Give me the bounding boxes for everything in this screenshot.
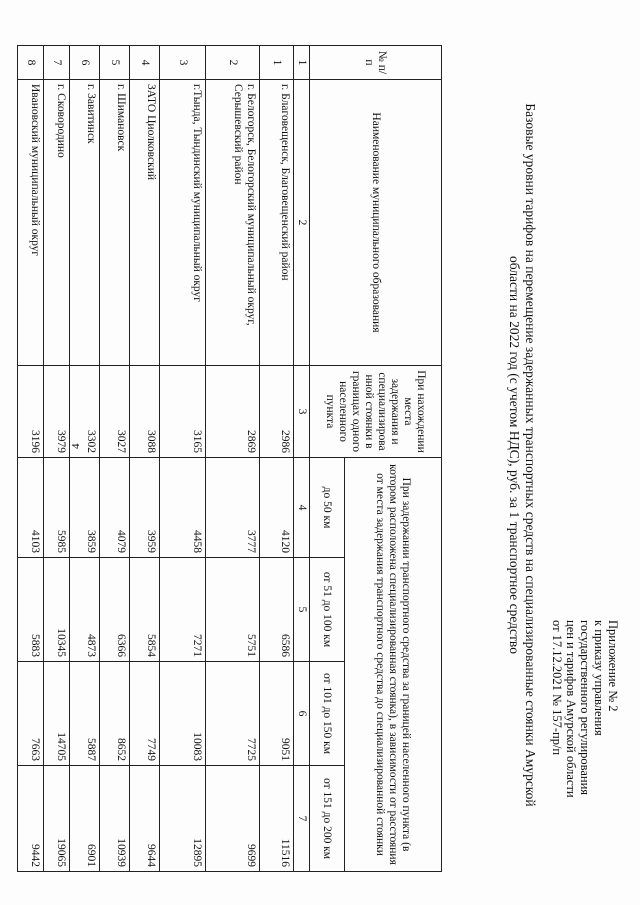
row-municipality: г.Тында, Тындинский муниципальный округ	[160, 80, 206, 366]
tariff-table	[17, 45, 442, 872]
row-d2-tariff: 6366	[100, 558, 130, 662]
header-within-town: При нахождении места задержания и специализирова нной стоянки в границах одного населенного пункта	[310, 366, 442, 458]
header-name: Наименование муниципального образования	[310, 80, 442, 366]
table-row	[206, 46, 260, 872]
header-num: № п/п	[310, 46, 442, 80]
row-d3-tariff: 5887	[70, 662, 100, 766]
row-d2-tariff: 6586	[260, 558, 294, 662]
row-d1-tariff: 3859	[70, 458, 100, 558]
title-line-1: Базовые уровни тарифов на перемещение задержанных транспортных средств на специализированные стоянки Амурской	[523, 103, 538, 807]
page-number: 4	[70, 443, 82, 449]
row-num: 4	[130, 46, 160, 80]
row-d4-tariff: 9699	[206, 766, 260, 872]
row-d3-tariff: 7663	[18, 662, 44, 766]
row-municipality: г. Шимановск	[100, 80, 130, 366]
table-row	[130, 46, 160, 872]
row-within-tariff: 3165	[160, 366, 206, 458]
row-municipality: г. Благовещенск, Благовещенский район	[260, 80, 294, 366]
column-number: 3	[294, 366, 310, 458]
row-num: 7	[44, 46, 70, 80]
column-number: 7	[294, 766, 310, 872]
row-d1-tariff: 3959	[130, 458, 160, 558]
row-d2-tariff: 10345	[44, 558, 70, 662]
appendix-line: Приложение № 2	[606, 620, 620, 712]
column-number: 6	[294, 662, 310, 766]
row-d1-tariff: 4079	[100, 458, 130, 558]
row-d2-tariff: 5854	[130, 558, 160, 662]
appendix-line: к приказу управления	[592, 620, 606, 736]
row-municipality: г. Завитинск	[70, 80, 100, 366]
table-row	[18, 46, 44, 872]
row-within-tariff: 2986	[260, 366, 294, 458]
row-num: 3	[160, 46, 206, 80]
row-d3-tariff: 10083	[160, 662, 206, 766]
row-d4-tariff: 10939	[100, 766, 130, 872]
document-title	[506, 25, 538, 885]
row-d2-tariff: 5883	[18, 558, 44, 662]
row-d4-tariff: 12895	[160, 766, 206, 872]
row-within-tariff: 3979	[44, 366, 70, 458]
row-num: 2	[206, 46, 260, 80]
row-d4-tariff: 11516	[260, 766, 294, 872]
row-within-tariff: 3196	[18, 366, 44, 458]
row-num: 1	[260, 46, 294, 80]
row-municipality: ЗАТО Циолковский	[130, 80, 160, 366]
row-within-tariff: 2869	[206, 366, 260, 458]
row-d4-tariff: 9644	[130, 766, 160, 872]
row-d1-tariff: 4103	[18, 458, 44, 558]
header-distance-4: от 151 до 200 км	[310, 766, 345, 872]
table-row	[44, 46, 70, 872]
table-row	[260, 46, 294, 872]
row-d2-tariff: 7271	[160, 558, 206, 662]
table-row	[160, 46, 206, 872]
row-d1-tariff: 4120	[260, 458, 294, 558]
appendix-line: от 17.12.2021 № 157-пр/п	[550, 620, 564, 756]
rotated-page-content	[20, 25, 620, 885]
column-number: 5	[294, 558, 310, 662]
row-municipality: Ивановский муниципальный округ	[18, 80, 44, 366]
row-d1-tariff: 5985	[44, 458, 70, 558]
row-municipality: г. Сковородино	[44, 80, 70, 366]
row-d4-tariff: 9442	[18, 766, 44, 872]
header-distance-2: от 51 до 100 км	[310, 558, 345, 662]
row-d3-tariff: 9051	[260, 662, 294, 766]
header-distance-3: от 101 до 150 км	[310, 662, 345, 766]
column-number: 2	[294, 80, 310, 366]
row-d3-tariff: 14705	[44, 662, 70, 766]
row-d1-tariff: 3777	[206, 458, 260, 558]
table-row	[70, 46, 100, 872]
column-number-row	[294, 46, 310, 872]
appendix-line: государственного регулирования	[578, 620, 592, 796]
row-num: 5	[100, 46, 130, 80]
row-d1-tariff: 4458	[160, 458, 206, 558]
row-d4-tariff: 6901	[70, 766, 100, 872]
row-d2-tariff: 5751	[206, 558, 260, 662]
row-num: 8	[18, 46, 44, 80]
row-within-tariff: 3302	[70, 366, 100, 458]
row-d3-tariff: 7725	[206, 662, 260, 766]
row-d3-tariff: 7749	[130, 662, 160, 766]
header-outside-town: При задержании транспортного средства за границей населенного пункта (в котором расположена специализированная стоянка), в зависимости от расстояния от места задержания транспортного средства до специализированной стоянки	[345, 458, 442, 872]
appendix-note	[550, 620, 620, 880]
column-number: 1	[294, 46, 310, 80]
row-within-tariff: 3027	[100, 366, 130, 458]
column-number: 4	[294, 458, 310, 558]
row-municipality: г. Белогорск, Белогорский муниципальный округ, Серышевский район	[206, 80, 260, 366]
row-d3-tariff: 8652	[100, 662, 130, 766]
row-within-tariff: 3088	[130, 366, 160, 458]
header-distance-1: до 50 км	[310, 458, 345, 558]
appendix-line: цен и тарифов Амурской области	[564, 620, 578, 798]
title-line-2: области на 2022 год (с учетом НДС), руб. за 1 транспортное средство	[507, 256, 522, 654]
row-num: 6	[70, 46, 100, 80]
table-row	[100, 46, 130, 872]
row-d4-tariff: 19065	[44, 766, 70, 872]
row-d2-tariff: 4873	[70, 558, 100, 662]
